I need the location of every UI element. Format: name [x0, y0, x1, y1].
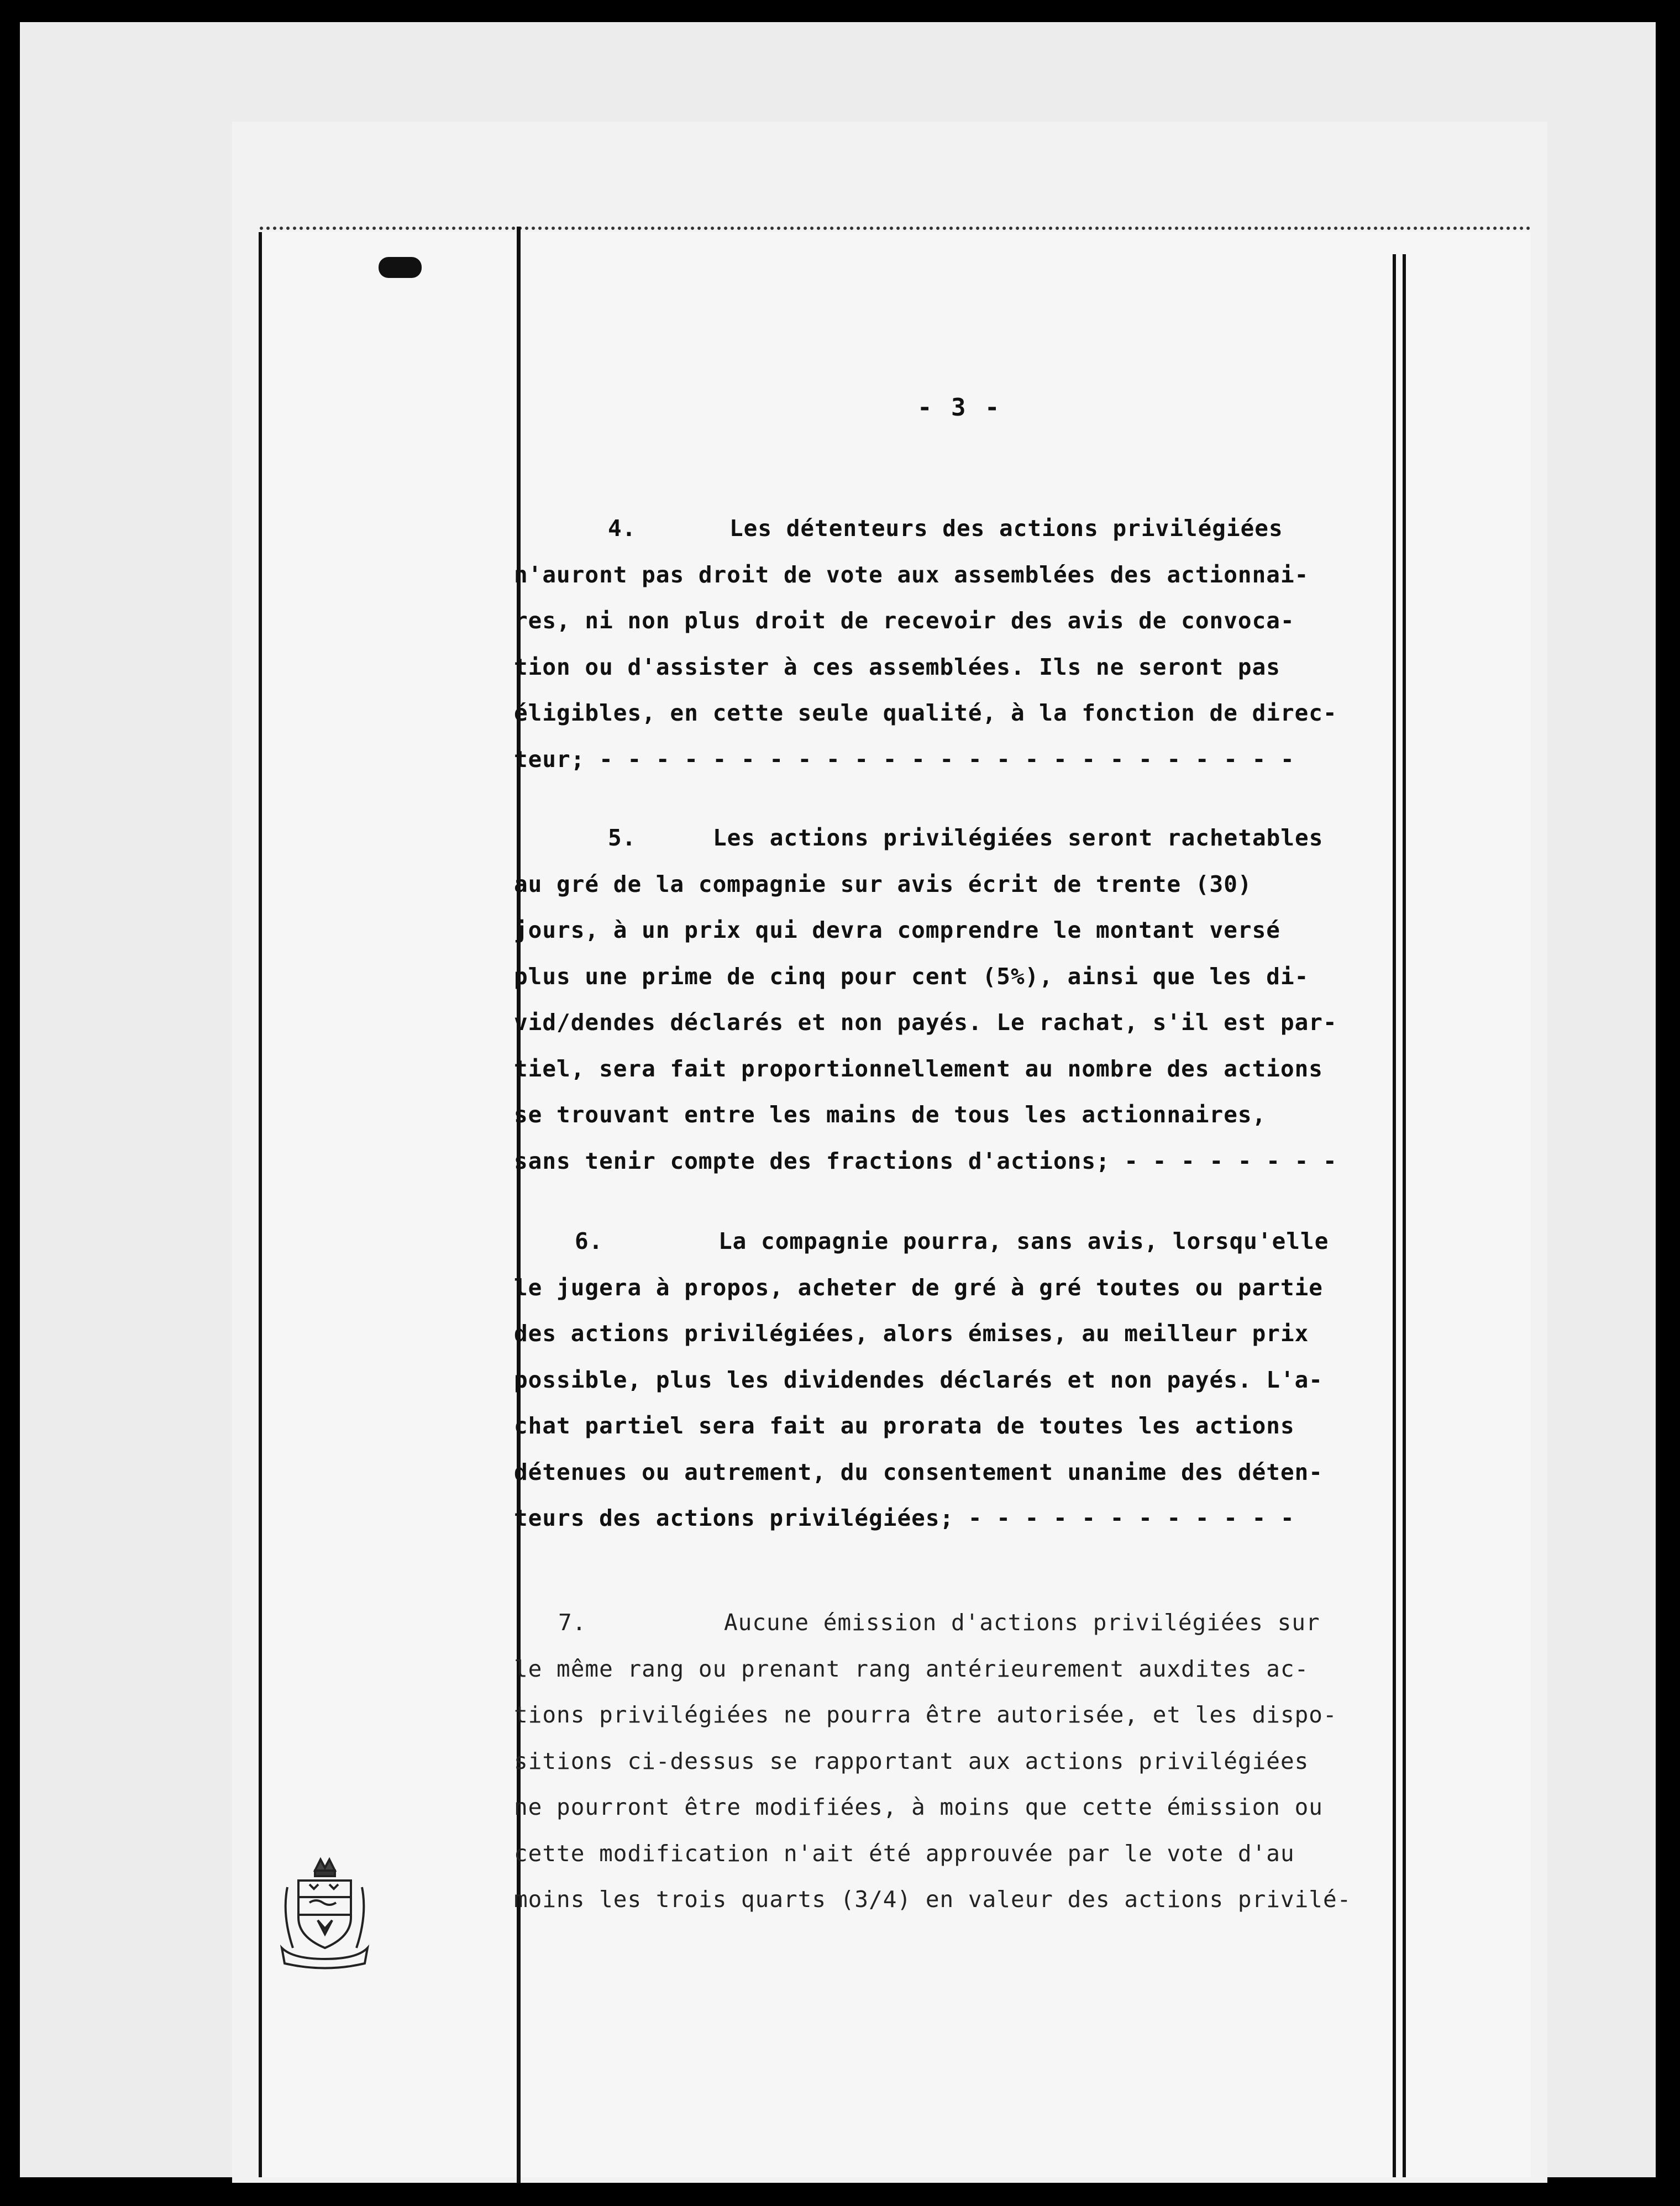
- page-number: - 3 -: [917, 393, 1002, 422]
- paragraph-line: possible, plus les dividendes déclarés et non payés. L'a-: [514, 1366, 1323, 1393]
- paragraph-line: jours, à un prix qui devra comprendre le montant versé: [514, 917, 1280, 943]
- paragraph-7: [514, 1600, 1354, 1923]
- paragraph-line: ne pourront être modifiées, à moins que cette émission ou: [514, 1794, 1323, 1820]
- paragraph-line: chat partiel sera fait au prorata de toutes les actions: [514, 1412, 1295, 1439]
- paragraph-line: des actions privilégiées, alors émises, au meilleur prix: [514, 1320, 1309, 1347]
- paragraph-line: cette modification n'ait été approuvée par le vote d'au: [514, 1840, 1295, 1867]
- coat-of-arms-icon: [276, 1854, 373, 1973]
- paragraph-line: teurs des actions privilégiées; - - - - - - - - - - - -: [514, 1505, 1295, 1531]
- paragraph-line: [514, 1600, 1354, 1646]
- paragraph-text: Les détenteurs des actions privilégiées: [729, 515, 1283, 542]
- paragraph-4: [514, 506, 1354, 782]
- top-dotted-rule: [260, 227, 1531, 233]
- paragraph-line: éligibles, en cette seule qualité, à la fonction de direc-: [514, 700, 1337, 726]
- paragraph-number: 5.: [608, 824, 637, 851]
- paragraph-text: Aucune émission d'actions privilégiées sur: [724, 1609, 1320, 1636]
- paragraph-line: le même rang ou prenant rang antérieurement auxdites ac-: [514, 1655, 1309, 1682]
- paragraph-line: moins les trois quarts (3/4) en valeur des actions privilé-: [514, 1886, 1352, 1913]
- paragraph-6: [514, 1218, 1354, 1542]
- paragraph-line: teur; - - - - - - - - - - - - - - - - - - - - - - - - -: [514, 745, 1295, 773]
- paragraph-line: tion ou d'assister à ces assemblées. Ils ne seront pas: [514, 653, 1280, 680]
- paragraph-line: détenues ou autrement, du consentement unanime des déten-: [514, 1458, 1323, 1485]
- paragraph-text: La compagnie pourra, sans avis, lorsqu'elle: [718, 1228, 1329, 1254]
- paragraph-line: se trouvant entre les mains de tous les actionnaires,: [514, 1101, 1267, 1128]
- paragraph-line: n'auront pas droit de vote aux assemblées des actionnai-: [514, 561, 1309, 588]
- paragraph-text: Les actions privilégiées seront rachetables: [713, 824, 1324, 851]
- paragraph-line: [514, 1218, 1354, 1265]
- paragraph-line: tions privilégiées ne pourra être autorisée, et les dispo-: [514, 1701, 1337, 1728]
- paragraph-line: sitions ci-dessus se rapportant aux actions privilégiées: [514, 1747, 1309, 1774]
- paragraph-number: 4.: [608, 515, 637, 542]
- paragraph-line: le jugera à propos, acheter de gré à gré toutes ou partie: [514, 1274, 1323, 1301]
- paragraph-line: tiel, sera fait proportionnellement au nombre des actions: [514, 1055, 1323, 1082]
- paragraph-line: [514, 815, 1354, 862]
- paragraph-line: plus une prime de cinq pour cent (5%), ainsi que les di-: [514, 963, 1309, 990]
- paragraph-5: [514, 815, 1354, 1184]
- paragraph-line: [514, 506, 1354, 552]
- paragraph-line: vid/dendes déclarés et non payés. Le rachat, s'il est par-: [514, 1009, 1337, 1036]
- paragraph-line: sans tenir compte des fractions d'actions; - - - - - - - -: [514, 1147, 1337, 1174]
- left-border-rule: [259, 232, 262, 2177]
- paragraph-number: 7.: [558, 1609, 587, 1636]
- paragraph-line: res, ni non plus droit de recevoir des avis de convoca-: [514, 607, 1295, 634]
- right-border-rule: [1393, 254, 1396, 2177]
- paragraph-line: au gré de la compagnie sur avis écrit de trente (30): [514, 870, 1252, 897]
- right-border-rule-inner: [1403, 254, 1406, 2177]
- ink-blot: [379, 257, 422, 278]
- paragraph-number: 6.: [575, 1228, 603, 1254]
